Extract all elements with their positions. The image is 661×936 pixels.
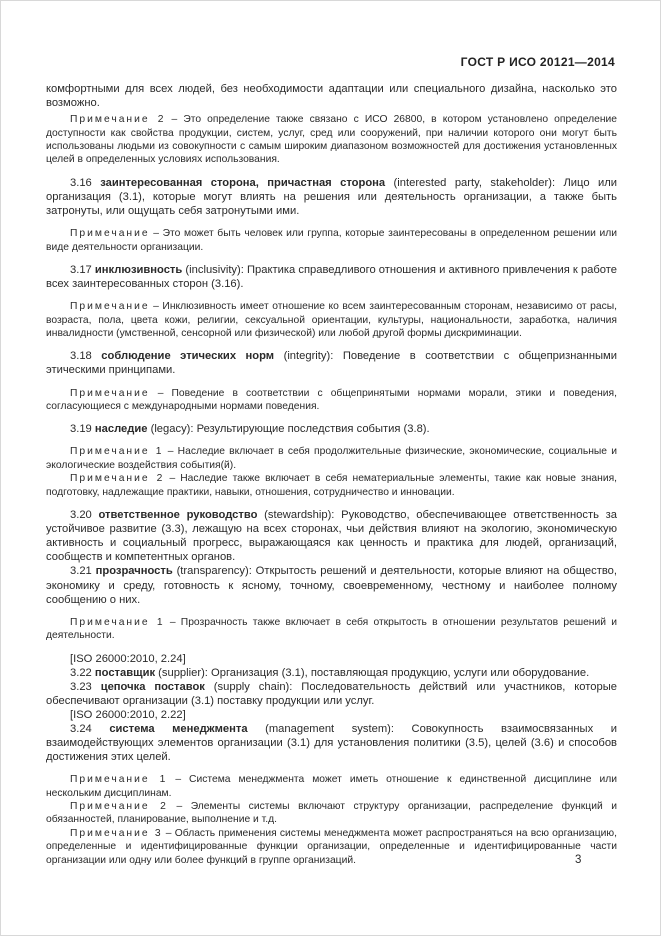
note-label: Примечание 1 [70,616,165,628]
term-name: инклюзивность [94,263,183,276]
term-name: заинтересованная сторона, причастная сторона [100,176,386,189]
note-label: Примечание 1 [70,446,164,458]
term-definition-paragraph: 3.23 цепочка поставок (supply chain): Последовательность действий или участников, которые обеспечивают организации (3.1) поставку продукции или услуг. [46,680,617,707]
term-name: наследие [94,423,148,436]
note-label: Примечание [70,387,150,399]
note-paragraph: Примечание 2 – Наследие также включает в себя нематериальные элементы, такие как новые знания, подготовку, надлежащие практики, навыки, отношения, сотрудничество и инновации. [46,473,618,498]
term-name: ответственное руководство [98,509,258,522]
note-label: Примечание 1 [70,774,168,786]
term-definition-paragraph: 3.21 прозрачность (transparency): Открытость решений и деятельности, которые влияют на общество, экономику и среду, готовность к ясному, точному, своевременному, честному и наиболее полному сообщению о них. [46,565,617,606]
term-definition-paragraph: 3.18 соблюдение этических норм (integrity): Поведение в соответствии с общепризнанными этическими принципами. [46,350,617,377]
note-paragraph: Примечание – Это может быть человек или группа, которые заинтересованы в определенном решении или виде деятельности организации. [46,228,617,253]
note-paragraph: Примечание 1 – Прозрачность также включает в себя открытость в отношении результатов решений и деятельности. [46,616,617,642]
note-paragraph: Примечание – Инклюзивность имеет отношение ко всем заинтересованным сторонам, независимо от расы, возраста, пола, цвета кожи, религии, сексуальной ориентации, культуры, национальности, заработка, наличия инвалидности (умственной, сенсорной или физической) или любой другой формы дискриминации. [46,301,617,339]
note-label: Примечание 2 [70,114,166,126]
document-content [46,82,617,867]
note-paragraph: Примечание 2 – Это определение также связано с ИСО 26800, в котором установлено определение доступности как свойства продукции, систем, услуг, сред или сооружений, при наличии которого они могут быть использованы людьми из совокупности с самым широким диапазоном возможностей для достижения установленных целей в определенных условиях использования. [46,114,617,166]
note-paragraph: Примечание 2 – Элементы системы включают структуру организации, распределение функций и обязанностей, планирование, выполнение и т.д. [46,801,618,826]
term-name: цепочка поставок [100,680,205,693]
iso-reference: [ISO 26000:2010, 2.24] [70,652,186,665]
term-definition-paragraph: 3.24 система менеджмента (management system): Совокупность взаимосвязанных и взаимодействующих элементов организации (3.1) для установления политики (3.5), целей (3.6) и способов достижения этих целей. [46,722,617,764]
note-label: Примечание 2 [70,801,168,813]
page-number: 3 [575,854,582,866]
note-paragraph: Примечание 1 – Наследие включает в себя продолжительные физические, экономические, социальные и экологические воздействия события(й). [46,446,617,471]
term-definition-paragraph: 3.17 инклюзивность (inclusivity): Практика справедливого отношения и активного привлечения к работе всех заинтересованных сторон (3.16). [46,263,617,290]
term-name: поставщик [94,666,156,679]
term-name: система менеджмента [109,722,248,735]
term-definition-paragraph: 3.20 ответственное руководство (stewardship): Руководство, обеспечивающее ответственность за устойчивое развитие (3.3), лежащую на всех сторонах, чьи действия влияют на экологию, экономическую активность и социальный прогресс, выражающаяся как ценность и практика для людей, организаций, сообществ и компетентных органов. [46,509,617,564]
note-label: Примечание [70,301,150,313]
note-paragraph: Примечание 1 – Система менеджмента может иметь отношение к единственной дисциплине или нескольким дисциплинам. [46,774,617,799]
body-paragraph: комфортными для всех людей, без необходимости адаптации или специального дизайна, насколько это возможно. [46,83,617,110]
iso-reference: [ISO 26000:2010, 2.22] [70,708,186,721]
term-name: прозрачность [95,565,173,578]
term-definition-paragraph: 3.16 заинтересованная сторона, причастная сторона (interested party, stakeholder): Лицо или организация (3.1), которые могут влиять на решения или деятельность организации, а также быть затронуты, или ощущать себя затронутыми ими. [46,176,617,217]
note-paragraph: Примечание 3 – Область применения системы менеджмента может распространяться на всю организацию, определенные и идентифицированные функции организации, определенные и идентифицированные части организации или одну или более функций в группе организаций. [46,827,617,866]
term-name: соблюдение этических норм [101,350,275,363]
note-label: Примечание 3 [70,827,163,839]
term-definition-paragraph: 3.19 наследие (legacy): Результирующие последствия события (3.8). [70,423,430,436]
document-standard-code: ГОСТ Р ИСО 20121—2014 [460,55,615,69]
note-paragraph: Примечание – Поведение в соответствии с общепринятыми нормами морали, этики и поведения, согласующиеся с международными нормами поведения. [46,387,617,412]
term-definition-paragraph: 3.22 поставщик (supplier): Организация (3.1), поставляющая продукцию, услуги или оборудование. [70,666,590,679]
note-label: Примечание [70,228,150,240]
note-label: Примечание 2 [70,473,165,485]
